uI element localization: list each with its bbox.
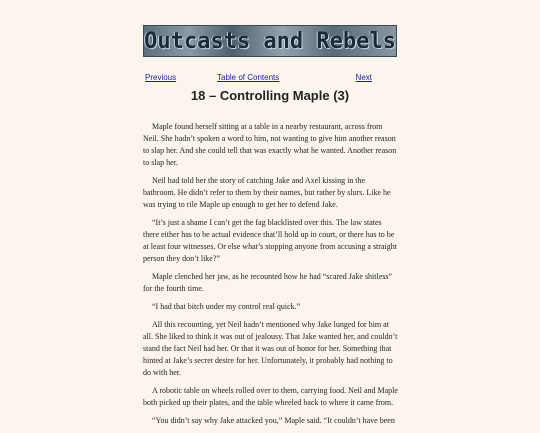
story-paragraph: “It’s just a shame I can’t get the fag blacklisted over this. The law states there either has to be actual evidence that’ll hold up in court, or there has to be at least four witnesses. Or else what’s stopping anyone from accusing a straight person they don’t like?” bbox=[143, 218, 397, 263]
site-title: Outcasts and Rebels bbox=[144, 28, 396, 54]
previous-link[interactable]: Previous bbox=[145, 73, 177, 82]
story-body bbox=[143, 121, 398, 433]
chapter-title: 18 – Controlling Maple (3) bbox=[190, 88, 350, 103]
story-paragraph: “I had that bitch under my control real quick.” bbox=[152, 302, 301, 311]
site-banner[interactable] bbox=[143, 25, 397, 57]
story-paragraph: Neil had told her the story of catching Jake and Axel kissing in the bathroom. He didn’t refer to them by their names, but rather by slurs. Like he was trying to rile Maple up enough to get her to defend Jake. bbox=[143, 176, 391, 209]
story-paragraph: “You didn’t say why Jake attacked you,” Maple said. “It couldn’t have been bbox=[152, 416, 395, 425]
story-paragraph: A robotic table on wheels rolled over to them, carrying food. Neil and Maple both picked up their plates, and the table wheeled back to where it came from. bbox=[143, 386, 398, 407]
table-of-contents-link[interactable]: Table of Contents bbox=[217, 73, 280, 82]
story-paragraph: Maple clenched her jaw, as he recounted how he had “scared Jake shitless” for the fourth time. bbox=[143, 272, 393, 293]
next-link[interactable]: Next bbox=[355, 73, 372, 82]
story-paragraph: All this recounting, yet Neil hadn’t mentioned why Jake lunged for him at all. She liked to think it was out of jealousy. That Jake wanted her, and couldn’t stand the fact Neil had her. Or that it was out of honor for her. Something that hinted at Jake’s secret desire for her. Unfortunately, it probably had nothing to do with her. bbox=[143, 320, 398, 377]
story-paragraph: Maple found herself sitting at a table in a nearby restaurant, across from Neil. She hadn’t spoken a word to him, not wanting to give him another reason to slap her. And she could tell that was exactly what he wanted. Another reason to slap her. bbox=[143, 122, 397, 167]
chapter-nav bbox=[144, 73, 398, 85]
